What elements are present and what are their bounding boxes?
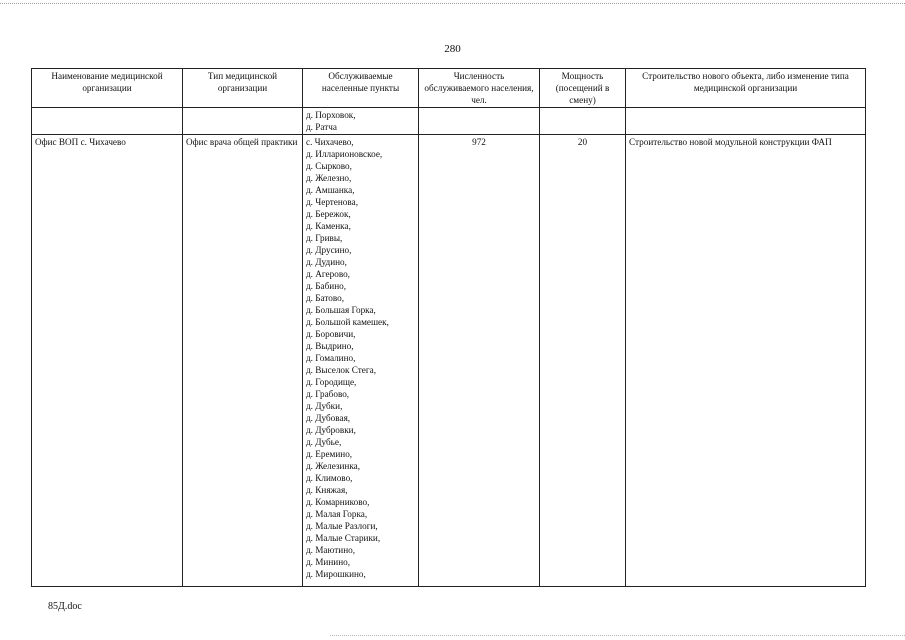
table-header-row [32,69,866,108]
footer-file-name: 85Д.doc [48,601,82,612]
settlement-item: д. Большой камешек, [306,317,389,327]
continuation-population-cell [419,108,540,135]
settlement-item: д. Малая Горка, [306,509,368,519]
settlement-item: д. Ратча [306,122,337,132]
settlement-item: д. Бережок, [306,209,351,219]
capacity-cell: 20 [540,135,626,587]
settlement-item: д. Княжая, [306,485,348,495]
scan-edge-top [0,3,905,4]
population-cell: 972 [419,135,540,587]
scan-edge-bottom [330,635,905,636]
settlement-item: д. Дубровки, [306,425,356,435]
continuation-type-cell [183,108,303,135]
header-organization: Наименование медицинской организации [32,69,183,108]
continuation-capacity-cell [540,108,626,135]
settlement-item: д. Маютино, [306,545,355,555]
header-type: Тип медицинской организации [183,69,303,108]
header-capacity: Мощность (посещений в смену) [540,69,626,108]
settlement-item: д. Гривы, [306,233,343,243]
organization-cell: Офис ВОП с. Чихачево [32,135,183,587]
settlement-item: д. Чертенова, [306,197,358,207]
settlement-item: д. Дубки, [306,401,343,411]
settlement-item: д. Мирошкино, [306,569,366,579]
settlement-item: д. Агерово, [306,269,350,279]
settlement-item: д. Выдрино, [306,341,354,351]
settlement-item: д. Железинка, [306,461,361,471]
header-settlements: Обслуживаемые населенные пункты [303,69,419,108]
settlement-item: д. Климово, [306,473,353,483]
page-number: 280 [444,43,461,55]
settlement-item: д. Амшанка, [306,185,355,195]
settlement-item: д. Комарниково, [306,497,370,507]
settlement-item: д. Железно, [306,173,352,183]
settlement-item: д. Бабино, [306,281,347,291]
settlement-item: д. Грабово, [306,389,350,399]
settlement-item: д. Сырково, [306,161,352,171]
continuation-organization-cell [32,108,183,135]
settlement-item: д. Порховок, [306,110,356,120]
header-construction: Строительство нового объекта, либо изменение типа медицинской организации [626,69,866,108]
settlement-item: д. Дубовая, [306,413,351,423]
settlement-item: с. Чихачево, [306,137,354,147]
settlement-item: д. Малые Разлоги, [306,521,378,531]
settlement-item: д. Минино, [306,557,350,567]
settlement-item: д. Городище, [306,377,357,387]
settlement-item: д. Большая Горка, [306,305,376,315]
settlement-item: д. Батово, [306,293,345,303]
medical-organizations-table [31,68,866,587]
construction-cell: Строительство новой модульной конструкции ФАП [626,135,866,587]
settlement-item: д. Каменка, [306,221,351,231]
continuation-settlements-cell [303,108,419,135]
table-row [32,135,866,587]
settlement-item: д. Гомалино, [306,353,356,363]
settlement-item: д. Малые Старики, [306,533,381,543]
settlement-item: д. Друсино, [306,245,352,255]
continuation-construction-cell [626,108,866,135]
settlement-item: д. Боровичи, [306,329,356,339]
settlements-cell [303,135,419,587]
settlement-item: д. Илларионовское, [306,149,383,159]
table-row-continuation [32,108,866,135]
header-population: Численность обслуживаемого населения, чел. [419,69,540,108]
settlement-item: д. Еремино, [306,449,353,459]
type-cell: Офис врача общей практики [183,135,303,587]
settlement-item: д. Дудино, [306,257,347,267]
settlement-item: д. Дубье, [306,437,342,447]
settlement-item: д. Выселок Стега, [306,365,377,375]
